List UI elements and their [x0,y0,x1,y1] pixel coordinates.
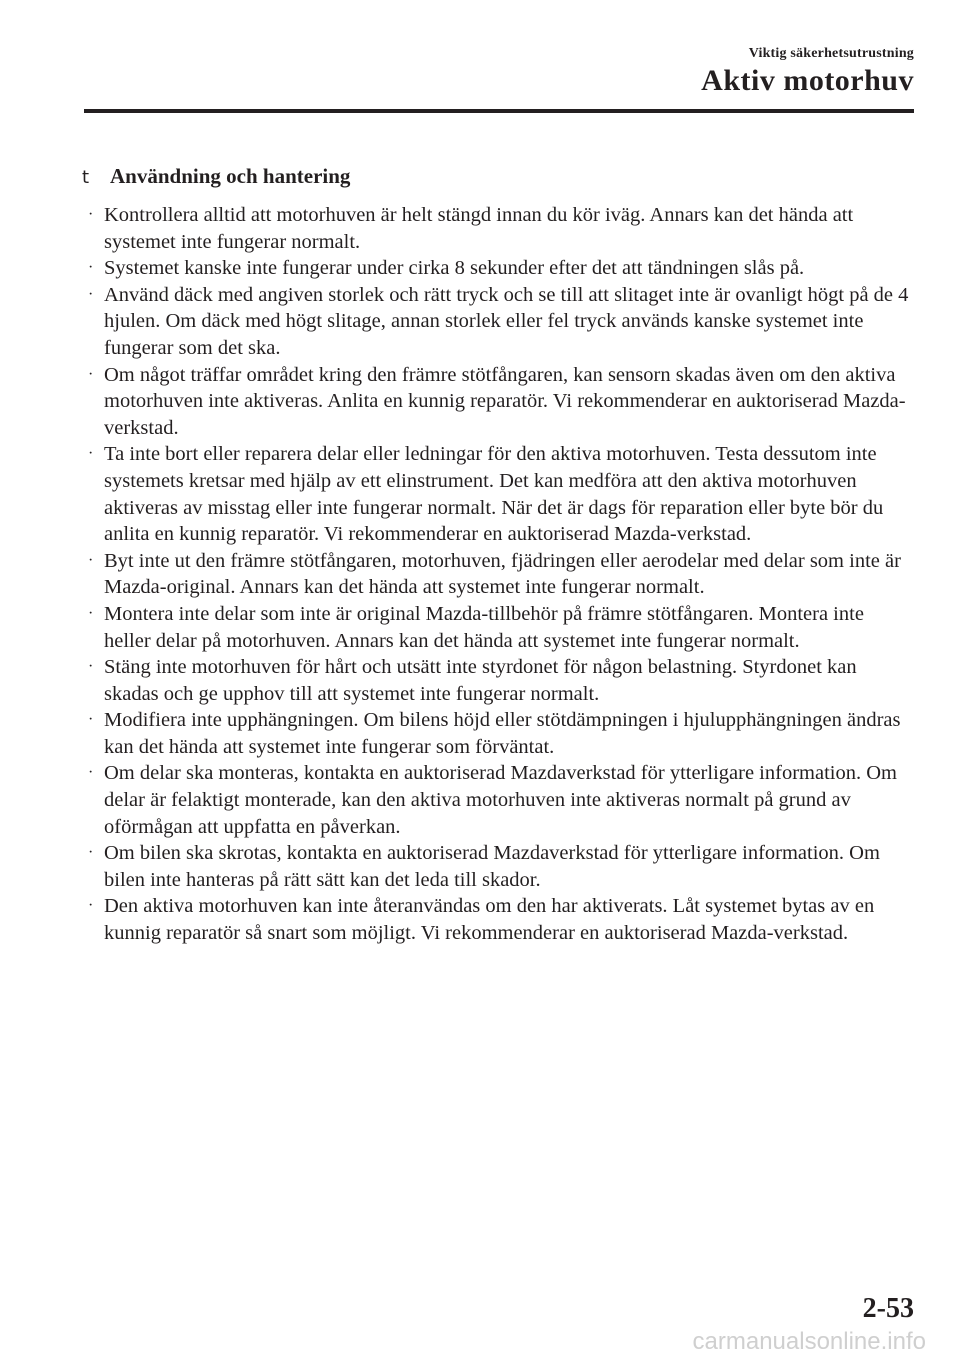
list-item [84,840,914,893]
list-item-text: Om något träffar området kring den främre stötfångaren, kan sensorn skadas även om den aktiva motorhuven inte aktiveras. Anlita en kunnig reparatör. Vi rekommenderar en auktoriserad Mazda-verkstad. [104,363,906,439]
bullet-icon: · [88,658,94,676]
list-item [84,441,914,547]
list-item [84,760,914,840]
page-number: 2-53 [862,1293,914,1324]
list-item-text: Stäng inte motorhuven för hårt och utsätt inte styrdonet för någon belastning. Styrdonet kan skadas och ge upphov till att systemet inte fungerar normalt. [104,656,857,705]
bullet-icon: · [88,259,94,277]
list-item-text: Systemet kanske inte fungerar under cirka 8 sekunder efter det att tändningen slås på. [104,257,805,280]
list-item-text: Ta inte bort eller reparera delar eller ledningar för den aktiva motorhuven. Testa dessutom inte systemets kretsar med hjälp av ett elinstrument. Det kan medföra att den aktiva motorhuven aktiveras av misstag eller inte fungerar normalt. När det är dags för reparation eller byte bör du anlita en kunnig reparatör. Vi rekommenderar en auktoriserad Mazda-verkstad. [104,443,884,546]
bullet-icon: · [88,551,94,569]
list-item-text: Kontrollera alltid att motorhuven är helt stängd innan du kör iväg. Annars kan det hända att systemet inte fungerar normalt. [104,204,854,253]
list-item [84,282,914,362]
bullet-icon: · [88,844,94,862]
bullet-icon: · [88,365,94,383]
list-item [84,654,914,707]
list-item-text: Byt inte ut den främre stötfångaren, motorhuven, fjädringen eller aerodelar med delar som inte är Mazda-original. Annars kan det hända att systemet inte fungerar normalt. [104,549,901,599]
list-item [84,548,914,601]
bullet-icon: · [88,711,94,729]
bullet-icon: · [88,445,94,463]
list-item [84,707,914,760]
bullet-icon: · [88,604,94,622]
page-title: Aktiv motorhuv [701,64,914,97]
list-item [84,202,914,255]
list-item [84,362,914,442]
section-heading-text: Användning och hantering [110,164,351,188]
bullet-list [84,202,914,947]
bullet-icon: · [88,764,94,782]
bullet-icon: · [88,206,94,223]
list-item [84,255,914,282]
section-heading [82,164,350,189]
running-header-section: Viktig säkerhetsutrustning [748,46,914,61]
header-divider [84,109,914,113]
bullet-icon: · [88,897,94,915]
list-item-text: Den aktiva motorhuven kan inte återanvändas om den har aktiverats. Låt systemet bytas av en kunnig reparatör så snart som möjligt. Vi rekommenderar en auktoriserad Mazda-verkstad. [104,895,875,945]
list-item-text: Använd däck med angiven storlek och rätt tryck och se till att slitaget inte är ovanligt högt på de 4 hjulen. Om däck med högt slitage, annan storlek eller fel tryck används kanske systemet inte fungerar som det ska. [104,283,909,359]
bullet-icon: · [88,285,94,303]
list-item [84,893,914,946]
section-marker-icon: t [82,167,90,188]
list-item [84,601,914,654]
list-item-text: Montera inte delar som inte är original Mazda-tillbehör på främre stötfångaren. Montera inte heller delar på motorhuven. Annars kan det hända att systemet inte fungerar normalt. [104,602,864,652]
list-item-text: Om bilen ska skrotas, kontakta en auktoriserad Mazdaverkstad för ytterligare information. Om bilen inte hanteras på rätt sätt kan det leda till skador. [104,842,880,891]
list-item-text: Modifiera inte upphängningen. Om bilens höjd eller stötdämpningen i hjulupphängningen ändras kan det hända att systemet inte fungerar som förväntat. [104,709,901,758]
watermark: carmanualsonline.info [692,1328,926,1355]
list-item-text: Om delar ska monteras, kontakta en auktoriserad Mazdaverkstad för ytterligare information. Om delar är felaktigt monterade, kan den aktiva motorhuven inte aktiveras normalt på grund av oförmågan att uppfatta en påverkan. [104,762,897,838]
